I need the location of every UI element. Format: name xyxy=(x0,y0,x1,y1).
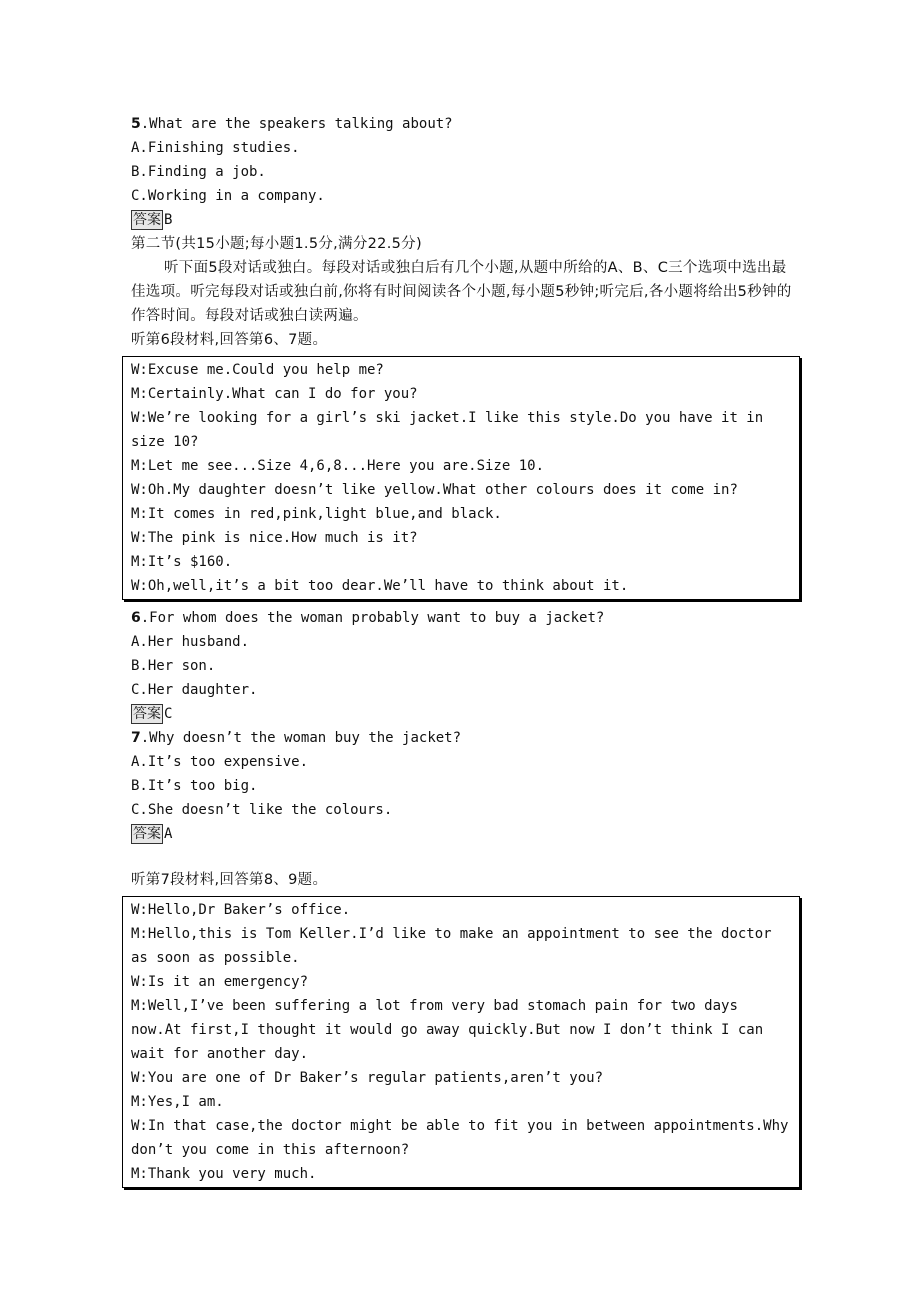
dialogue-box xyxy=(122,896,800,1188)
option-c: C.Working in a company. xyxy=(131,188,325,204)
section-heading: 第二节(共15小题;每小题1.5分,满分22.5分) xyxy=(131,236,422,252)
question-text: .Why doesn’t the woman buy the jacket? xyxy=(140,730,462,746)
dialogue-line: M:Hello,this is Tom Keller.I’d like to make an appointment to see the doctor as soon as possible. xyxy=(131,926,772,966)
option-c: C.She doesn’t like the colours. xyxy=(131,802,393,818)
option-a: A.It’s too expensive. xyxy=(131,754,309,770)
dialogue-line: M:Let me see...Size 4,6,8...Here you are.Size 10. xyxy=(131,458,545,474)
question-6 xyxy=(131,606,799,630)
dialogue-line: W:In that case,the doctor might be able to fit you in between appointments.Why don’t you come in this afternoon? xyxy=(131,1118,789,1158)
question-number: 5 xyxy=(131,116,141,132)
dialogue-line: W:Hello,Dr Baker’s office. xyxy=(131,902,351,918)
dialogue-line: M:It comes in red,pink,light blue,and black. xyxy=(131,506,502,522)
material-intro: 听第6段材料,回答第6、7题。 xyxy=(131,332,328,348)
dialogue-line: M:Thank you very much. xyxy=(131,1166,317,1182)
section-instructions: 听下面5段对话或独白。每段对话或独白后有几个小题,从题中所给的A、B、C三个选项中选出最佳选项。听完每段对话或独白前,你将有时间阅读各个小题,每小题5秒钟;听完后,各小题将给出5秒钟的作答时间。每段对话或独白读两遍。 xyxy=(131,260,792,324)
spacer xyxy=(131,846,799,868)
dialogue-line: W:Oh.My daughter doesn’t like yellow.What other colours does it come in? xyxy=(131,482,738,498)
dialogue-line: W:You are one of Dr Baker’s regular patients,aren’t you? xyxy=(131,1070,604,1086)
option-b: B.Her son. xyxy=(131,658,216,674)
answer-value: C xyxy=(164,706,173,722)
option-a: A.Finishing studies. xyxy=(131,140,300,156)
answer-row xyxy=(131,702,799,726)
option-c: C.Her daughter. xyxy=(131,682,258,698)
answer-label: 答案 xyxy=(133,706,161,722)
dialogue-line: W:Excuse me.Could you help me? xyxy=(131,362,384,378)
question-text: .For whom does the woman probably want to buy a jacket? xyxy=(140,610,605,626)
exam-page xyxy=(131,112,799,1194)
question-number: 7 xyxy=(131,730,141,746)
material-intro: 听第7段材料,回答第8、9题。 xyxy=(131,872,328,888)
dialogue-line: W:We’re looking for a girl’s ski jacket.I like this style.Do you have it in size 10? xyxy=(131,410,764,450)
option-b: B.It’s too big. xyxy=(131,778,258,794)
dialogue-box xyxy=(122,356,800,600)
answer-label: 答案 xyxy=(133,212,161,228)
answer-value: B xyxy=(164,212,173,228)
option-a: A.Her husband. xyxy=(131,634,250,650)
answer-row xyxy=(131,822,799,846)
answer-value: A xyxy=(164,826,173,842)
dialogue-line: M:Well,I’ve been suffering a lot from very bad stomach pain for two days now.At first,I thought it would go away quickly.But now I don’t think I can wait for another day. xyxy=(131,998,764,1062)
dialogue-line: W:Oh,well,it’s a bit too dear.We’ll have to think about it. xyxy=(131,578,629,594)
question-text: .What are the speakers talking about? xyxy=(140,116,453,132)
answer-row xyxy=(131,208,799,232)
dialogue-line: M:Certainly.What can I do for you? xyxy=(131,386,418,402)
question-5 xyxy=(131,112,799,136)
dialogue-line: W:The pink is nice.How much is it? xyxy=(131,530,418,546)
option-b: B.Finding a job. xyxy=(131,164,266,180)
answer-label: 答案 xyxy=(133,826,161,842)
question-7 xyxy=(131,726,799,750)
question-number: 6 xyxy=(131,610,141,626)
dialogue-line: M:Yes,I am. xyxy=(131,1094,224,1110)
dialogue-line: M:It’s $160. xyxy=(131,554,233,570)
dialogue-line: W:Is it an emergency? xyxy=(131,974,309,990)
